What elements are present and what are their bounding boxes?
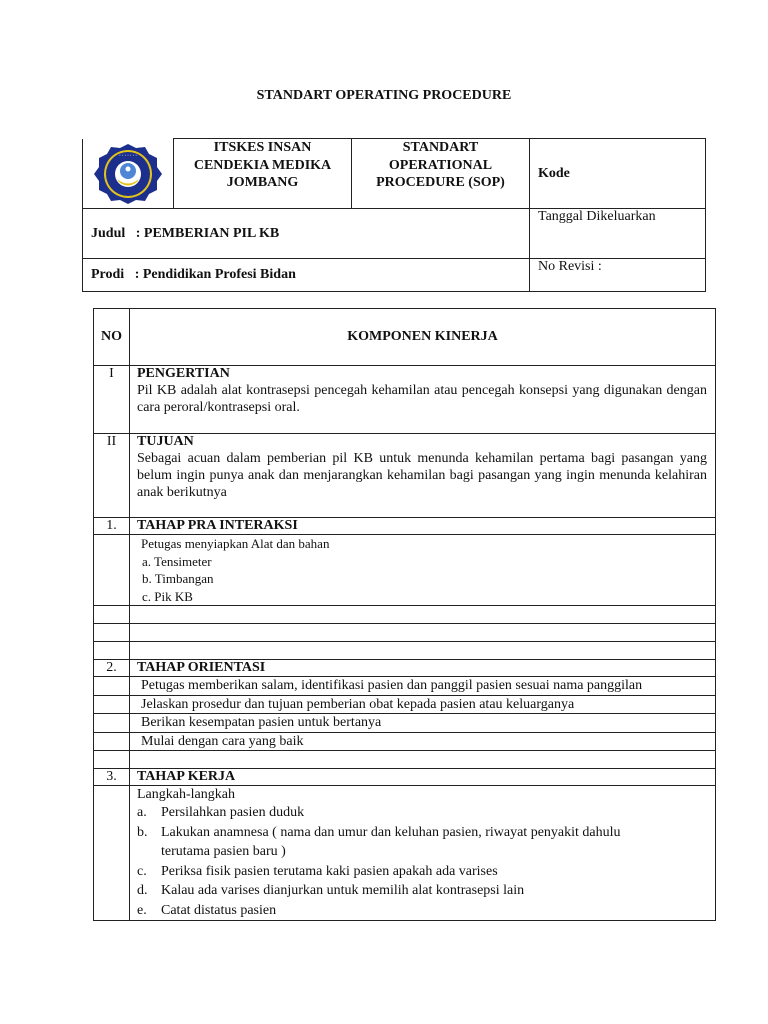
section-title: TAHAP PRA INTERAKSI [130, 518, 716, 535]
document-title: STANDART OPERATING PROCEDURE [256, 88, 512, 103]
section-number: 3. [94, 769, 130, 786]
step-item: d. Kalau ada varises dianjurkan untuk memilih alat kontrasepsi lain [137, 883, 525, 898]
empty-row [94, 624, 716, 642]
sop-line-1: STANDART [402, 140, 479, 155]
prodi-field: Prodi : Pendidikan Profesi Bidan [83, 259, 530, 292]
tanggal-dikeluarkan-label: Tanggal Dikeluarkan [530, 209, 706, 259]
list-item: Berikan kesempatan pasien untuk bertanya [130, 714, 716, 733]
list-item: c. Pik KB [142, 588, 193, 604]
section-pra-interaksi-header [94, 518, 716, 535]
section-title: TAHAP KERJA [130, 769, 716, 786]
sop-line-2: OPERATIONAL [388, 157, 493, 173]
list-item: a. Tensimeter [142, 553, 212, 569]
institution-line-3: JOMBANG [226, 175, 299, 190]
empty-cell [94, 535, 130, 606]
section-number: II [94, 434, 130, 518]
institution-line-2: CENDEKIA MEDIKA [193, 157, 332, 173]
section-text: Pil KB adalah alat kontrasepsi pencegah kehamilan atau pencegah konsepsi yang digunakan dengan cara peroral/kontrasepsi oral. [137, 383, 707, 415]
step-item: e. Catat distatus pasien [137, 902, 277, 918]
step-item: c. Periksa fisik pasien terutama kaki pasien apakah ada varises [137, 863, 498, 879]
list-item: b. Timbangan [142, 571, 214, 586]
section-pra-interaksi-body [94, 535, 716, 606]
section-title: TAHAP ORIENTASI [130, 660, 716, 677]
step-item: b. Lakukan anamnesa ( nama dan umur dan keluhan pasien, riwayat penyakit dahulu [137, 824, 621, 840]
institution-line-1: ITSKES INSAN [213, 140, 312, 155]
section-kerja-header [94, 769, 716, 786]
section-content [130, 535, 716, 606]
list-row [94, 695, 716, 714]
no-revisi-label: No Revisi : [530, 259, 706, 292]
sop-header-table [82, 138, 706, 292]
institution-logo [88, 142, 168, 206]
section-title: PENGERTIAN [137, 366, 230, 381]
list-item: Petugas memberikan salam, identifikasi pasien dan panggil pasien sesuai nama panggilan [130, 677, 716, 696]
section-pengertian [94, 366, 716, 434]
section-intro: Petugas menyiapkan Alat dan bahan [141, 536, 330, 551]
komponen-kinerja-table [93, 308, 716, 921]
svg-text:• • • • • • •: • • • • • • • [118, 153, 138, 158]
kode-label: Kode [530, 139, 706, 209]
column-header-komponen: KOMPONEN KINERJA [130, 309, 716, 366]
step-item: a. Persilahkan pasien duduk [137, 805, 305, 820]
sop-label [352, 139, 530, 209]
list-row [94, 677, 716, 696]
step-item-continued: terutama pasien baru ) [161, 844, 286, 859]
section-number: I [94, 366, 130, 434]
section-text: Sebagai acuan dalam pemberian pil KB untuk menunda kehamilan pertama bagi pasangan yang belum ingin punya anak dan menjarangkan kehamilan bagi pasangan yang ingin menunda kelahiran anak berikutnya [137, 451, 707, 500]
list-row [94, 732, 716, 751]
empty-cell [94, 786, 130, 921]
empty-row [94, 642, 716, 660]
section-content [130, 366, 716, 434]
empty-row [94, 751, 716, 769]
list-row [94, 714, 716, 733]
section-content [130, 786, 716, 921]
sop-line-3: PROCEDURE (SOP) [376, 175, 505, 190]
section-tujuan [94, 434, 716, 518]
list-item: Mulai dengan cara yang baik [130, 732, 716, 751]
section-kerja-body [94, 786, 716, 921]
empty-row [94, 606, 716, 624]
judul-field: Judul : PEMBERIAN PIL KB [83, 209, 530, 259]
section-number: 2. [94, 660, 130, 677]
logo-cell [83, 139, 174, 209]
section-content [130, 434, 716, 518]
section-orientasi-header [94, 660, 716, 677]
list-item: Jelaskan prosedur dan tujuan pemberian obat kepada pasien atau keluarganya [130, 695, 716, 714]
column-header-no: NO [94, 309, 130, 366]
section-title: TUJUAN [137, 434, 194, 449]
section-number: 1. [94, 518, 130, 535]
section-intro: Langkah-langkah [137, 787, 235, 802]
institution-name [174, 139, 352, 209]
